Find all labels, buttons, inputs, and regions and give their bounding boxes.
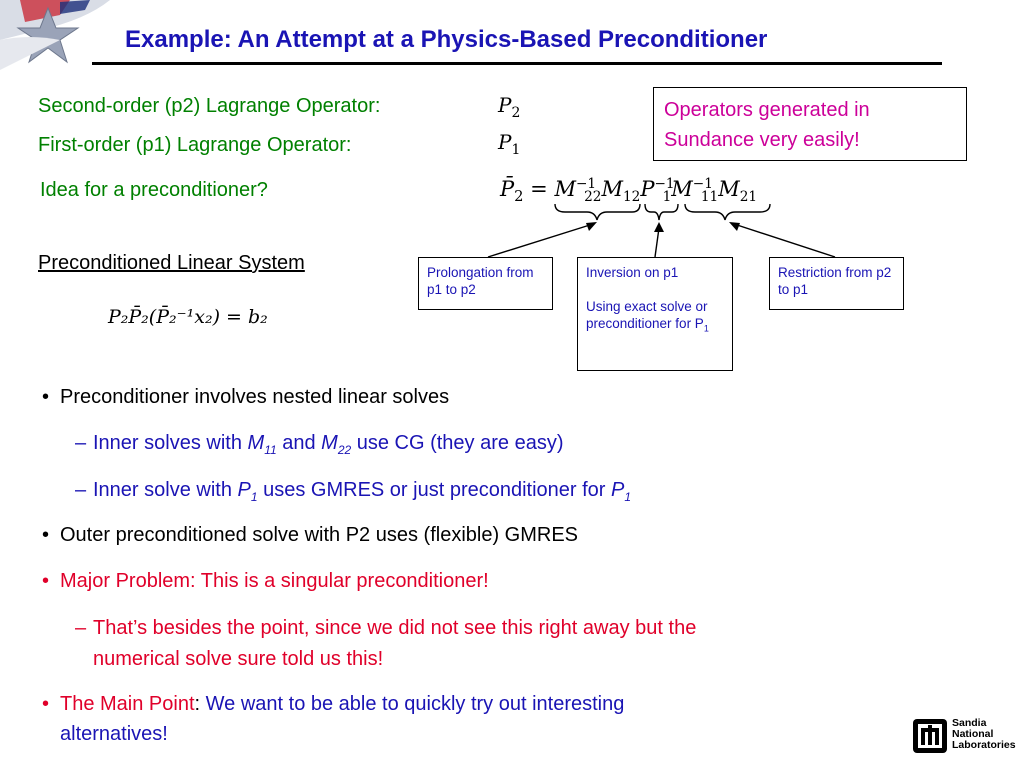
bullet-nested-solves: • Preconditioner involves nested linear solves xyxy=(42,386,450,408)
bullet-main-point-cont: alternatives! xyxy=(60,723,168,745)
prolongation-box: Prolongation from p1 to p2 xyxy=(418,257,553,310)
sandia-logo xyxy=(912,717,1016,758)
sandia-logo-text: Sandia National Laboratories xyxy=(952,717,1016,751)
idea-label: Idea for a preconditioner? xyxy=(40,179,268,201)
inversion-box xyxy=(577,257,733,371)
sandia-thunderbird-logo xyxy=(912,718,948,754)
restriction-box: Restriction from p2 to p1 xyxy=(769,257,904,310)
linear-system-heading: Preconditioned Linear System xyxy=(38,252,305,274)
p2-symbol: $P_2$ xyxy=(498,93,521,121)
bullet-inner-solve-gmres: – Inner solve with $P_1$ uses GMRES or just preconditioner for $P_1$ xyxy=(75,479,632,504)
p2-operator-label: Second-order (p2) Lagrange Operator: xyxy=(38,95,381,117)
bullet-major-problem: • Major Problem: This is a singular preconditioner! xyxy=(42,570,489,592)
bullet-outer-solve: • Outer preconditioned solve with P2 uses (flexible) GMRES xyxy=(42,524,579,546)
bullet-besides-point-cont: numerical solve sure told us this! xyxy=(93,648,384,670)
inversion-arrow-head xyxy=(654,222,664,232)
equation-braces-arrows xyxy=(480,200,880,262)
inversion-box-line2: Using exact solve or preconditioner for $P_1$ xyxy=(586,299,709,334)
prolongation-brace xyxy=(555,204,640,220)
bullet-besides-point: – That’s besides the point, since we did not see this right away but the xyxy=(75,617,697,639)
sundance-callout-text: Operators generated in Sundance very easily! xyxy=(664,99,870,151)
linear-system-equation: P₂P̄₂(P̄₂⁻¹x₂) = b₂ xyxy=(108,306,268,328)
slide-title: Example: An Attempt at a Physics-Based Preconditioner xyxy=(125,26,768,53)
prolongation-arrow-head xyxy=(586,222,597,231)
inversion-brace xyxy=(645,204,678,220)
p1-symbol: $P_1$ xyxy=(498,130,521,158)
star-flag-logo xyxy=(0,0,120,80)
restriction-brace xyxy=(685,204,770,220)
bullet-main-point: • The Main Point: We want to be able to quickly try out interesting xyxy=(42,693,625,715)
restriction-arrow-head xyxy=(729,222,740,231)
p1-operator-label: First-order (p1) Lagrange Operator: xyxy=(38,134,352,156)
title-divider xyxy=(92,62,942,65)
inversion-box-line1: Inversion on p1 xyxy=(586,265,679,280)
bullet-inner-solves-cg: – Inner solves with $M_{11}$ and $M_{22}$ use CG (they are easy) xyxy=(75,432,564,457)
preconditioner-equation: $P̄_2 = M^{-1}_{22}M_{12}P^{-1}_1M^{-1}_{11}M_{21}$ xyxy=(500,176,758,206)
sundance-callout xyxy=(653,87,967,161)
